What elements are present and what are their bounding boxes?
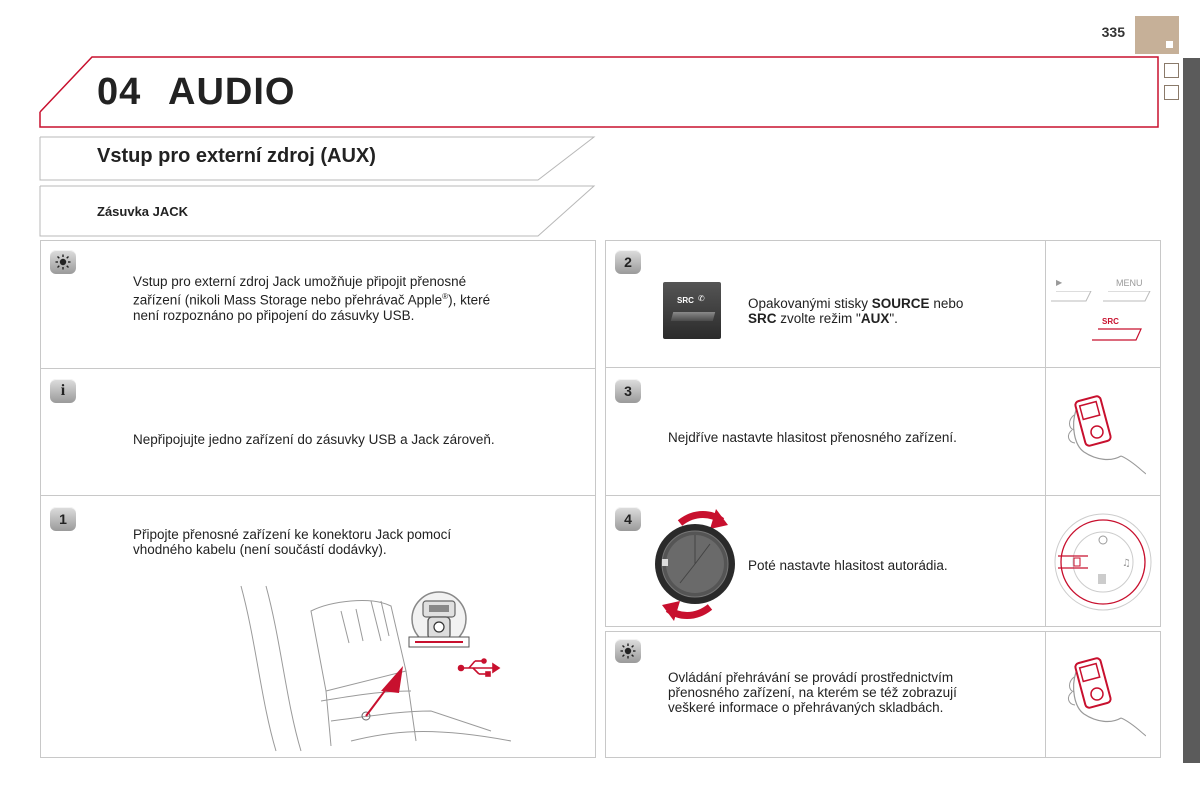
step-2-text: Opakovanými stisky SOURCE nebo SRC zvolte režim "AUX".: [748, 296, 964, 326]
tip-2-text: Ovládání přehrávání se provádí prostřednictvím přenosného zařízení, na kterém se též zobrazují veškeré informace o přehrávaných skladbách.: [668, 670, 957, 715]
tip-box-2: [605, 631, 1161, 758]
jack-socket-illustration: [231, 581, 531, 756]
info-box: [40, 368, 596, 497]
portable-device-thumbnail: [1045, 368, 1160, 496]
subsection-title: Zásuvka JACK: [97, 204, 189, 219]
step-2-badge: 2: [615, 250, 641, 274]
step-4-badge: 4: [615, 507, 641, 531]
section-title: Vstup pro externí zdroj (AUX): [97, 145, 376, 167]
tip-icon: [50, 250, 76, 274]
chapter-number: 04: [97, 71, 142, 113]
step-4-box: [605, 495, 1161, 627]
step-1-badge: 1: [50, 507, 76, 531]
step-3-badge: 3: [615, 379, 641, 403]
tip-box: [40, 240, 596, 370]
step-3-box: [605, 367, 1161, 497]
step-1-box: [40, 495, 596, 758]
step-1-text: Připojte přenosné zařízení ke konektoru Jack pomocí vhodného kabelu (není součástí dodávky).: [133, 527, 452, 557]
phone-icon: ✆: [698, 294, 705, 303]
step-3-text: Nejdříve nastavte hlasitost přenosného zařízení.: [668, 430, 957, 445]
svg-text:♫: ♫: [1122, 558, 1131, 569]
tip-icon: [615, 639, 641, 663]
radio-panel-thumbnail: ▶ MENU SRC: [1045, 241, 1160, 368]
tip-text: Vstup pro externí zdroj Jack umožňuje připojit přenosné zařízení (nikoli Mass Storage nebo přehrávač Apple®), které není rozpoznáno po připojení do zásuvky USB.: [133, 274, 491, 323]
step-2-box: [605, 240, 1161, 369]
volume-knob[interactable]: [650, 501, 740, 626]
page-number: 335: [1101, 24, 1125, 40]
radio-knob-thumbnail: [1045, 496, 1160, 626]
chapter-title: AUDIO: [168, 71, 296, 113]
src-button[interactable]: SRC ✆: [663, 282, 721, 339]
step-4-text: Poté nastavte hlasitost autorádia.: [748, 558, 948, 573]
info-icon: i: [50, 379, 76, 403]
info-text: Nepřipojujte jedno zařízení do zásuvky USB a Jack zároveň.: [133, 432, 495, 447]
portable-device-thumbnail: [1045, 632, 1160, 757]
